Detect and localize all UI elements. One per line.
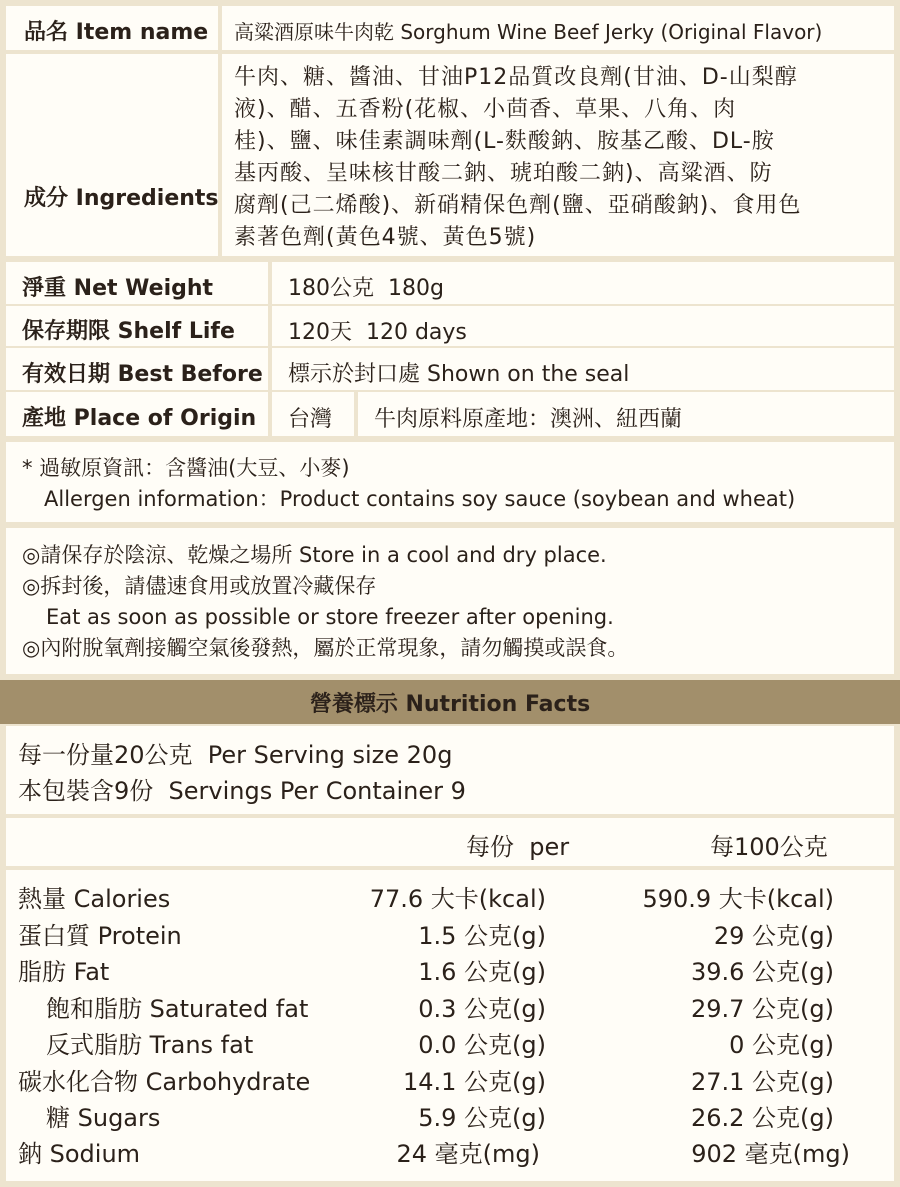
nutrition-rows	[0, 881, 900, 1181]
table-row	[0, 954, 900, 990]
ingredients-label-cell	[6, 54, 218, 256]
table-row	[0, 991, 900, 1027]
nutrient-per-100g: 902 毫克(mg)	[691, 1140, 850, 1168]
table-row	[0, 1064, 900, 1100]
nutrient-per-100g: 590.9 大卡(kcal)	[642, 885, 834, 913]
ingredients-line: 基丙酸、呈味核甘酸二鈉、琥珀酸二鈉)、高粱酒、防	[234, 161, 773, 186]
ingredients-text	[234, 62, 886, 254]
net-weight-label: 淨重 Net Weight	[22, 276, 214, 301]
nutrient-name: 蛋白質 Protein	[18, 922, 182, 950]
origin-label: 產地 Place of Origin	[22, 406, 257, 431]
table-row	[0, 1136, 900, 1172]
ingredients-label: 成分 Ingredients	[24, 186, 219, 211]
storage-line-3: Eat as soon as possible or store freezer after opening.	[46, 605, 614, 629]
column-per-serving: 每份 per	[466, 833, 570, 861]
best-before-value: 標示於封口處 Shown on the seal	[288, 362, 630, 387]
nutrient-per-serving: 1.5 公克(g)	[418, 922, 546, 950]
nutrient-per-100g: 29.7 公克(g)	[690, 995, 834, 1023]
nutrient-name: 糖 Sugars	[46, 1104, 161, 1132]
nutrient-per-serving: 24 毫克(mg)	[396, 1140, 540, 1168]
shelf-life-value: 120天 120 days	[288, 320, 467, 345]
serving-size: 每一份量20公克 Per Serving size 20g	[18, 741, 453, 769]
storage-line-2: ◎拆封後，請儘速食用或放置冷藏保存	[22, 574, 377, 598]
nutrient-per-serving: 0.0 公克(g)	[418, 1031, 546, 1059]
net-weight-value: 180公克 180g	[288, 276, 444, 301]
nutrient-name: 熱量 Calories	[18, 885, 171, 913]
nutrient-name: 飽和脂肪 Saturated fat	[46, 995, 309, 1023]
allergen-line-1: * 過敏原資訊：含醬油(大豆、小麥)	[22, 456, 350, 480]
origin-raw-material: 牛肉原料原產地：澳洲、紐西蘭	[374, 407, 683, 432]
storage-line-1: ◎請保存於陰涼、乾燥之場所 Store in a cool and dry place.	[22, 543, 607, 567]
nutrient-per-100g: 26.2 公克(g)	[690, 1104, 834, 1132]
item-name-label: 品名 Item name	[24, 20, 209, 45]
nutrient-per-serving: 0.3 公克(g)	[418, 995, 546, 1023]
ingredients-line: 腐劑(己二烯酸)、新硝精保色劑(鹽、亞硝酸鈉)、食用色	[234, 193, 802, 218]
nutrient-per-100g: 0 公克(g)	[729, 1031, 834, 1059]
nutrient-name: 鈉 Sodium	[18, 1140, 141, 1168]
nutrient-per-serving: 5.9 公克(g)	[418, 1104, 546, 1132]
ingredients-line: 牛肉、糖、醬油、甘油P12品質改良劑(甘油、D-山梨醇	[234, 65, 798, 90]
servings-per-container: 本包裝含9份 Servings Per Container 9	[18, 777, 466, 805]
table-row	[0, 1100, 900, 1136]
nutrient-name: 碳水化合物 Carbohydrate	[18, 1068, 311, 1096]
ingredients-line: 液)、醋、五香粉(花椒、小茴香、草果、八角、肉	[234, 97, 737, 122]
nutrient-name: 反式脂肪 Trans fat	[46, 1031, 254, 1059]
nutrient-per-100g: 39.6 公克(g)	[690, 958, 834, 986]
nutrition-title: 營養標示 Nutrition Facts	[0, 680, 900, 724]
item-name-value: 高粱酒原味牛肉乾 Sorghum Wine Beef Jerky (Original Flavor)	[234, 20, 823, 44]
nutrient-name: 脂肪 Fat	[18, 958, 110, 986]
best-before-label: 有效日期 Best Before	[22, 362, 263, 387]
table-row	[0, 1027, 900, 1063]
table-row	[0, 918, 900, 954]
ingredients-line: 素著色劑(黃色4號、黃色5號)	[234, 225, 537, 250]
nutrient-per-serving: 77.6 大卡(kcal)	[369, 885, 546, 913]
origin-value: 台灣	[288, 407, 333, 432]
nutrient-per-serving: 14.1 公克(g)	[402, 1068, 546, 1096]
table-row	[0, 881, 900, 917]
column-per-100g: 每100公克	[710, 833, 828, 861]
allergen-line-2: Allergen information：Product contains soy sauce (soybean and wheat)	[44, 487, 796, 511]
nutrient-per-100g: 27.1 公克(g)	[690, 1068, 834, 1096]
shelf-life-label: 保存期限 Shelf Life	[22, 319, 235, 344]
ingredients-line: 桂)、鹽、味佳素調味劑(L-麩酸鈉、胺基乙酸、DL-胺	[234, 129, 775, 154]
storage-line-4: ◎內附脫氧劑接觸空氣後發熱，屬於正常現象，請勿觸摸或誤食。	[22, 636, 629, 660]
nutrient-per-100g: 29 公克(g)	[713, 922, 834, 950]
nutrient-per-serving: 1.6 公克(g)	[418, 958, 546, 986]
